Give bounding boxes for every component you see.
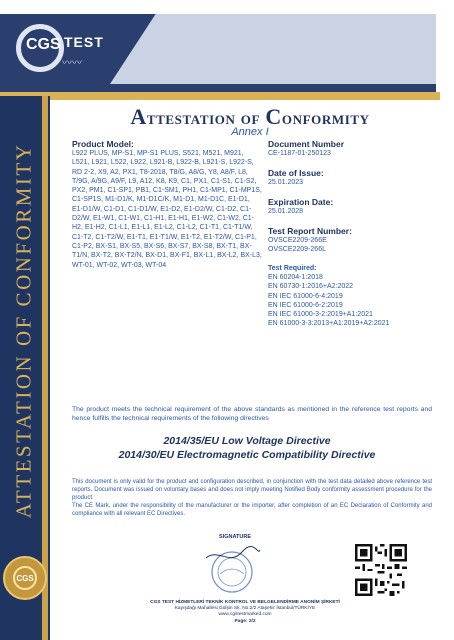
document-number-label: Document Number — [268, 139, 345, 149]
expiration-date-value: 25.01.2028 — [268, 208, 304, 215]
footer-page-number: Page: 2/2 — [234, 618, 256, 624]
logo-brand: CGS — [26, 36, 61, 53]
test-standard: EN IEC 61000-6-4:2019 — [268, 292, 343, 300]
document-number-block — [268, 139, 438, 158]
directive-emc: 2014/30/EU Electromagnetic Compatibility Directive — [118, 449, 376, 461]
test-report-block — [268, 226, 438, 254]
expiration-date-label: Expiration Date: — [268, 197, 334, 207]
test-report-number: OVSCE2209-266E — [268, 237, 327, 244]
logo-wave-icon: 〰〰 — [62, 58, 82, 69]
test-report-label: Test Report Number: — [268, 226, 352, 236]
product-model-list: L922 PLUS, MP-S1, MP-S1 PLUS, S521, M521, M921, L521, L921, L522, L922, L921-B, L922-B, L921-S, L922-S, RD 2-2, X9, A2, PX1, T8-2018, T8/G, A8/G, Y8, A8/F, L8, T/9G, A/9G, A9/F, L9, A12, K8, K9, C1, PX1, C1-S1, C1-S2, PX2, PM1, C1-SP1, PB1, C1-SM1, PH1, C1-MP1, C1-MP1S, C1-SP1S, M1-D1/K, M1-D1C/K, M1-D1, M1-D1C, E1-D1, E1-D1/W, C1-D1, C1-D1/W, E1-D2, E1-D2/W, C1-D2, C1-D2/W, E1-W1, C1-W1, C1-H1, E1-H1, E1-W2, C1-W2, C1-H2, E1-H2, C1-L1, E1-L1, E1-L2, C1-L2, C1-T1, C1-T1/W, C1-T2, C1-T2/W, E1-T1, E1-T1/W, E1-T2, E1-T2/W, C1-P1, C1-P2, BX-S1, BX-S5, BX-S6, BX-S7, BX-S8, BX-T1, BX-T1/N, BX-T2, BX-T2/N, BX-D1, BX-F1, BX-L1, BX-L2, BX-L3, WT-01, WT-02, WT-03, WT-04 — [72, 150, 262, 269]
date-of-issue-block — [268, 168, 438, 187]
footer-address: Kayışdağı Mahallesi Gülşin Sk. No:2/2 Ataşehir İstanbul/TÜRKİYE — [174, 606, 316, 612]
signature-label: SIGNATURE — [219, 534, 251, 540]
header-gold-stripe — [0, 92, 440, 100]
test-standard: EN 60204-1:2018 — [268, 274, 323, 282]
expiration-date-block — [268, 197, 438, 216]
footer-website: www.cgstestmarked.com — [218, 612, 272, 618]
date-of-issue-value: 25.01.2023 — [268, 179, 304, 186]
certificate-details — [268, 139, 438, 338]
document-title: Attestation of Conformity — [130, 104, 370, 129]
document-subtitle: Annex I — [231, 126, 269, 138]
disclaimer-paragraph: This document is only valid for the product and configuration described, in conjunction with the test data detailed above reference test reports. Document was issued on voluntary bases and does not imply meeting Notified Body conformity assessment procedure for the product. — [72, 479, 432, 501]
header-band-accent — [110, 14, 436, 84]
logo-name: TEST — [64, 34, 104, 50]
document-number-value: CE-1187-01-250123 — [268, 150, 331, 157]
disclaimer-paragraph: The CE Mark, under the responsibility of the manufacturer or the importer, after completion of an EC Declaration of Conformity and compliance with all relevant EC Directives. — [72, 503, 432, 517]
gold-seal-badge-icon: CGS — [3, 556, 47, 600]
test-required-label: Test Required: — [268, 265, 317, 272]
footer-company: CGS TEST HİZMETLERİ TEKNİK KONTROL VE BELGELENDİRME ANONİM ŞİRKETİ — [150, 600, 340, 605]
directive-low-voltage: 2014/35/EU Low Voltage Directive — [163, 435, 331, 447]
test-standard: EN 60730-1:2016+A2:2022 — [268, 283, 354, 291]
test-report-number: OVSCE2209-266L — [268, 246, 326, 253]
product-model-label: Product Model: — [72, 139, 134, 149]
sidebar-vertical-title: ATTESTATION OF CONFORMITY — [11, 142, 36, 518]
product-model-section — [72, 139, 262, 270]
disclaimer — [72, 478, 432, 518]
footer — [100, 600, 390, 625]
test-required-block — [268, 264, 438, 328]
directives-list — [72, 434, 422, 462]
date-of-issue-label: Date of Issue: — [268, 168, 324, 178]
test-standard: EN IEC 61000-6-2:2019 — [268, 301, 343, 309]
conformity-statement: The product meets the technical requirement of the above standards as mentioned in the reference test reports and hence fulfills the technical requirements of the following directives — [72, 406, 432, 422]
qr-code-icon — [355, 544, 407, 596]
signature-stamp-icon — [200, 544, 264, 596]
test-standard: EN IEC 61000-3-2:2019+A1:2021 — [268, 311, 373, 319]
test-standard: EN 61000-3-3:2013+A1:2019+A2:2021 — [268, 320, 390, 328]
cgs-test-logo — [12, 22, 104, 80]
